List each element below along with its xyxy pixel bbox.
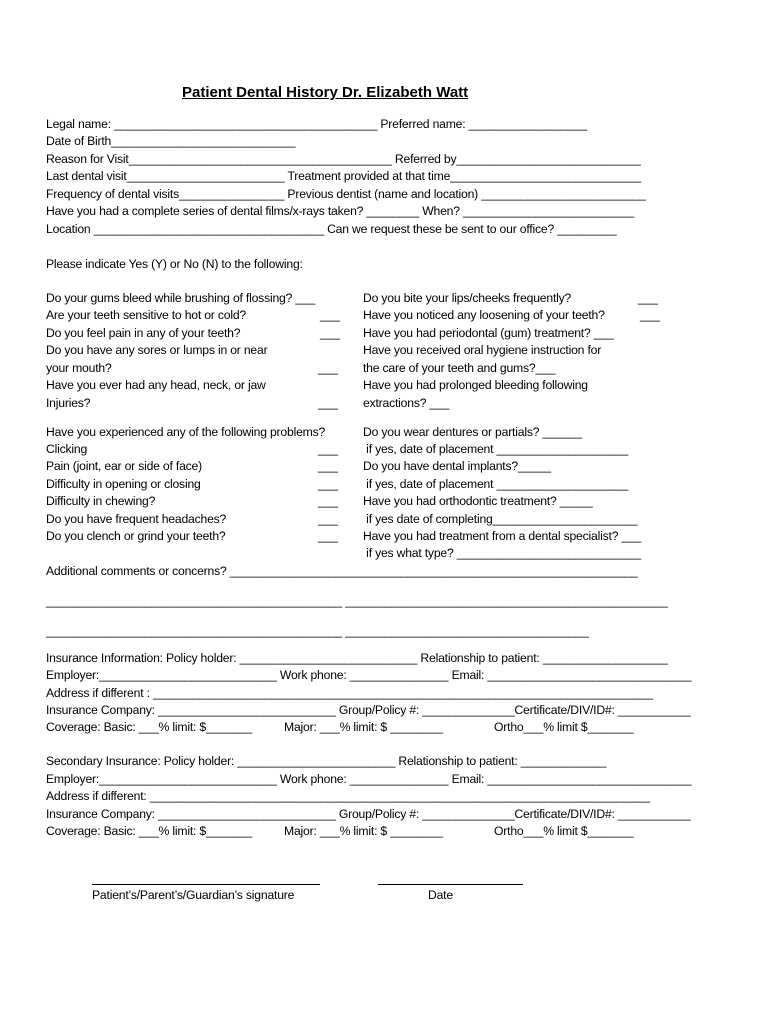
last-dental-visit-field[interactable]: Last dental visit________________________ Treatment provided at that time_____________________________ — [46, 169, 641, 183]
q-loosening-teeth-answer[interactable]: ___ — [640, 308, 660, 322]
yes-no-instruction: Please indicate Yes (Y) or No (N) to the following: — [46, 257, 303, 271]
q-periodontal[interactable]: Have you had periodontal (gum) treatment? ___ — [363, 326, 614, 340]
q-teeth-pain-answer[interactable]: ___ — [320, 326, 340, 340]
q-dentures-date[interactable]: if yes, date of placement ____________________ — [363, 442, 629, 456]
q-oral-hygiene: Have you received oral hygiene instruction for — [363, 343, 602, 357]
tmj-clench: Do you clench or grind your teeth? — [46, 529, 226, 543]
signature-line[interactable] — [92, 884, 320, 885]
q-teeth-pain: Do you feel pain in any of your teeth? — [46, 326, 241, 340]
tmj-chewing: Difficulty in chewing? — [46, 494, 156, 508]
q-bite-cheeks: Do you bite your lips/cheeks frequently? — [363, 291, 572, 305]
q-implants[interactable]: Do you have dental implants?_____ — [363, 459, 551, 473]
tmj-opening: Difficulty in opening or closing — [46, 477, 201, 491]
primary-address-field[interactable]: Address if different : ____________________________________________________________________________ — [46, 686, 653, 700]
legal-name-field[interactable]: Legal name: ________________________________________ Preferred name: __________________ — [46, 117, 588, 131]
signature-label: Patient’s/Parent’s/Guardian’s signature — [92, 888, 295, 902]
primary-policy-holder-field[interactable]: Insurance Information: Policy holder: ___________________________ Relationship to patient: ___________________ — [46, 651, 668, 665]
q-loosening-teeth: Have you noticed any loosening of your teeth? — [363, 308, 605, 322]
date-line[interactable] — [378, 884, 523, 885]
q-head-injury: Have you ever had any head, neck, or jaw — [46, 378, 266, 392]
tmj-pain: Pain (joint, ear or side of face) — [46, 459, 202, 473]
tmj-headaches-answer[interactable]: ___ — [318, 512, 338, 526]
secondary-coverage-major[interactable]: Major: ___% limit: $ ________ — [284, 824, 443, 838]
tmj-headaches: Do you have frequent headaches? — [46, 512, 227, 526]
q-gums-bleed[interactable]: Do your gums bleed while brushing of flossing? ___ — [46, 291, 316, 305]
primary-insurance-company-field[interactable]: Insurance Company: ___________________________ Group/Policy #: ______________Certificate/DIV/ID#: ___________ — [46, 703, 691, 717]
q-bite-cheeks-answer[interactable]: ___ — [638, 291, 658, 305]
q-sores-lumps-answer[interactable]: ___ — [318, 361, 338, 375]
q-teeth-sensitive-answer[interactable]: ___ — [320, 308, 340, 322]
primary-coverage-major[interactable]: Major: ___% limit: $ ________ — [284, 720, 443, 734]
tmj-chewing-answer[interactable]: ___ — [318, 494, 338, 508]
secondary-coverage-basic[interactable]: Coverage: Basic: ___% limit: $_______ — [46, 824, 253, 838]
q-orthodontic-date[interactable]: if yes date of completing______________________ — [363, 512, 638, 526]
secondary-address-field[interactable]: Address if different: ____________________________________________________________________________ — [46, 789, 650, 803]
q-head-injury-answer[interactable]: ___ — [318, 396, 338, 410]
q-sores-lumps-cont: your mouth? — [46, 361, 112, 375]
primary-coverage-basic[interactable]: Coverage: Basic: ___% limit: $_______ — [46, 720, 253, 734]
q-oral-hygiene-cont[interactable]: the care of your teeth and gums?___ — [363, 361, 556, 375]
comments-line-1[interactable]: _____________________________________________ _________________________________________________ — [46, 594, 668, 608]
secondary-coverage-ortho[interactable]: Ortho___% limit $_______ — [494, 824, 634, 838]
date-label: Date — [428, 888, 453, 902]
q-prolonged-bleeding-cont[interactable]: extractions? ___ — [363, 396, 450, 410]
q-head-injury-cont: Injuries? — [46, 396, 91, 410]
tmj-clench-answer[interactable]: ___ — [318, 529, 338, 543]
tmj-clicking: Clicking — [46, 442, 88, 456]
secondary-policy-holder-field[interactable]: Secondary Insurance: Policy holder: ________________________ Relationship to patient: _____________ — [46, 754, 607, 768]
q-teeth-sensitive: Are your teeth sensitive to hot or cold? — [46, 308, 246, 322]
q-dentures[interactable]: Do you wear dentures or partials? ______ — [363, 425, 582, 439]
primary-coverage-ortho[interactable]: Ortho___% limit $_______ — [494, 720, 634, 734]
q-specialist[interactable]: Have you had treatment from a dental specialist? ___ — [363, 529, 642, 543]
date-of-birth-field[interactable]: Date of Birth____________________________ — [46, 134, 296, 148]
secondary-insurance-company-field[interactable]: Insurance Company: ___________________________ Group/Policy #: ______________Certificate/DIV/ID#: ___________ — [46, 807, 691, 821]
secondary-employer-field[interactable]: Employer:___________________________ Work phone: _______________ Email: _______________________________ — [46, 772, 692, 786]
comments-line-2[interactable]: _____________________________________________ _____________________________________ — [46, 624, 589, 638]
tmj-header: Have you experienced any of the following problems? — [46, 425, 326, 439]
q-implants-date[interactable]: if yes, date of placement ____________________ — [363, 477, 629, 491]
tmj-clicking-answer[interactable]: ___ — [318, 442, 338, 456]
page-title: Patient Dental History Dr. Elizabeth Watt — [182, 84, 469, 101]
xray-location-field[interactable]: Location ___________________________________ Can we request these be sent to our office? _________ — [46, 222, 617, 236]
xrays-field[interactable]: Have you had a complete series of dental films/x-rays taken? ________ When? __________________________ — [46, 204, 635, 218]
q-orthodontic[interactable]: Have you had orthodontic treatment? _____ — [363, 494, 593, 508]
reason-for-visit-field[interactable]: Reason for Visit________________________________________ Referred by____________________________ — [46, 152, 641, 166]
q-prolonged-bleeding: Have you had prolonged bleeding following — [363, 378, 588, 392]
primary-employer-field[interactable]: Employer:___________________________ Work phone: _______________ Email: _______________________________ — [46, 668, 692, 682]
frequency-visits-field[interactable]: Frequency of dental visits________________ Previous dentist (name and location) _________________________ — [46, 187, 646, 201]
additional-comments-field[interactable]: Additional comments or concerns? ______________________________________________________________ — [46, 564, 638, 578]
q-sores-lumps: Do you have any sores or lumps in or near — [46, 343, 268, 357]
tmj-pain-answer[interactable]: ___ — [318, 459, 338, 473]
q-specialist-type[interactable]: if yes what type? ____________________________ — [363, 546, 641, 560]
tmj-opening-answer[interactable]: ___ — [318, 477, 338, 491]
